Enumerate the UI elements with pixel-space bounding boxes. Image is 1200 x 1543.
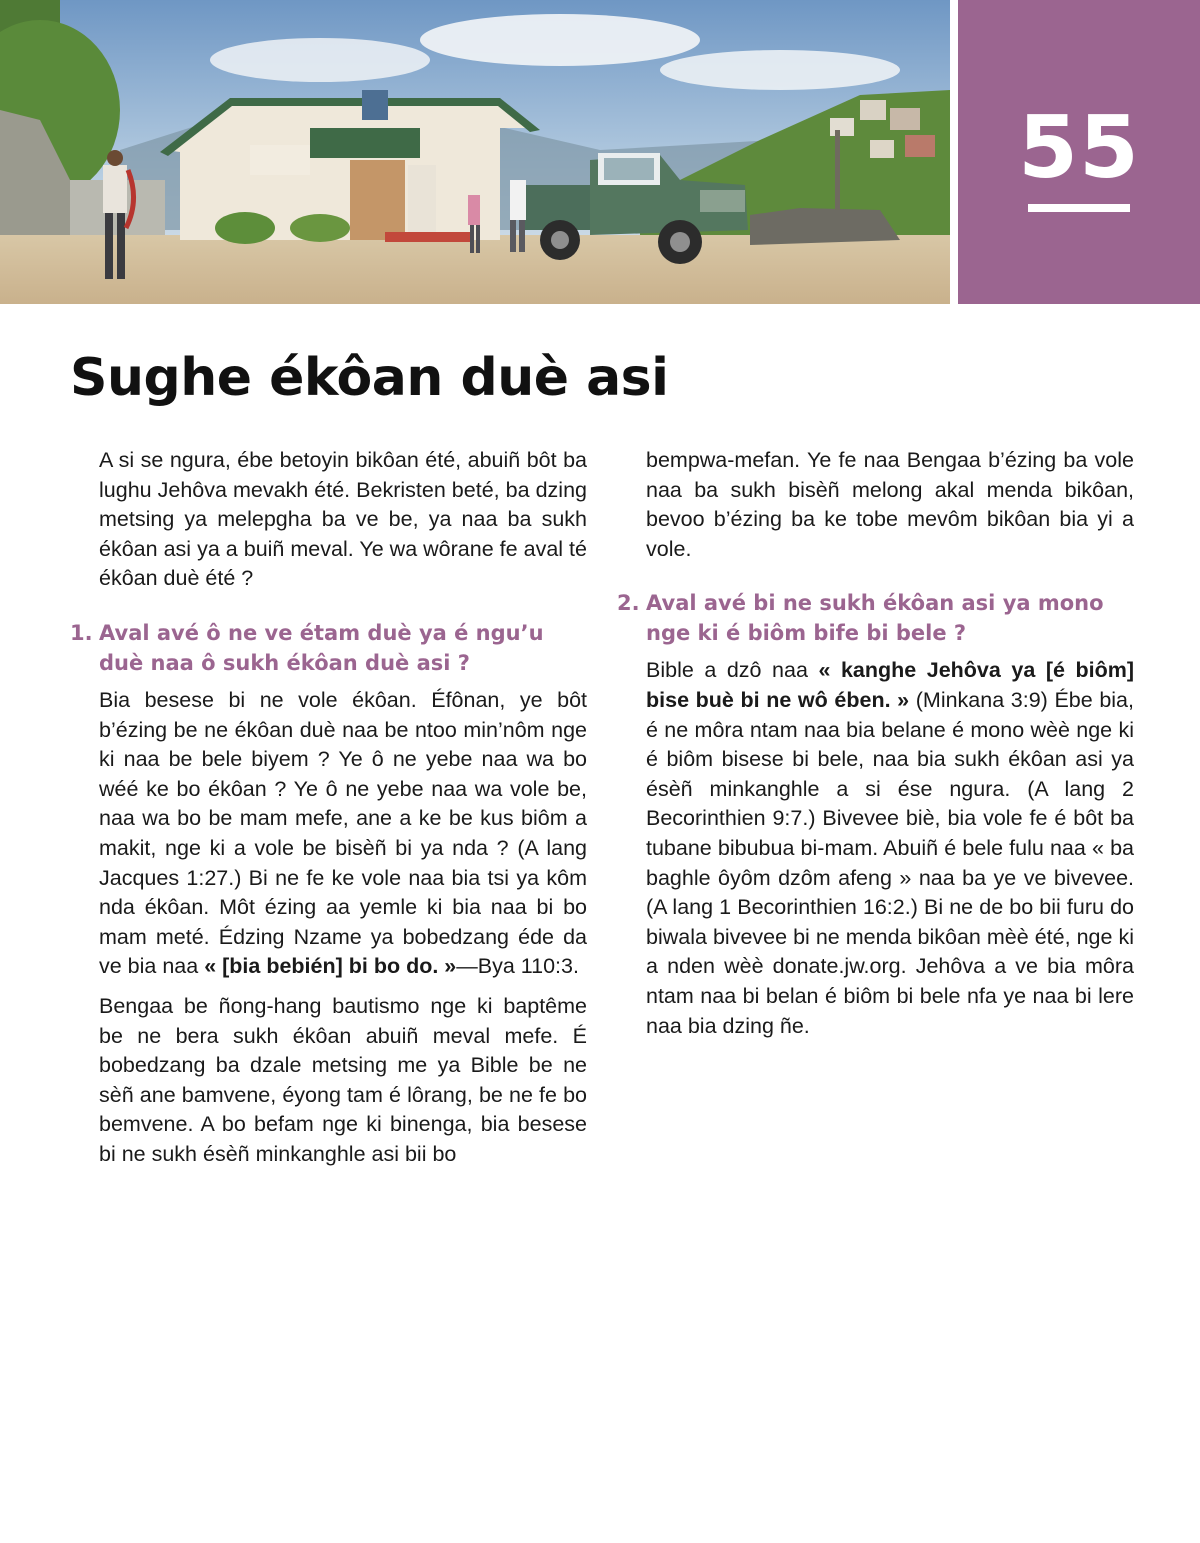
paragraph-1-reference: —Bya 110:3. [456, 954, 579, 979]
paragraph-1 [99, 686, 587, 982]
question-2-text: Aval avé bi ne sukh ékôan asi ya mono nge ki é biôm bife bi bele ? [646, 591, 1104, 646]
paragraph-1-quote: « [bia bebién] bi bo do. » [204, 954, 457, 979]
paragraph-3-before: Bible a dzô naa [646, 658, 819, 683]
kingdom-hall-photo [0, 0, 950, 304]
question-1-text: Aval avé ô ne ve étam duè ya é ngu’u duè naa ô sukh ékôan duè asi ? [99, 620, 544, 675]
right-column [617, 446, 1134, 1051]
paragraph-1-text: Bia besese bi ne vole ékôan. Éfônan, ye bôt b’ézing be ne ékôan duè naa be ntoo min’nôm nge ki naa be bele biyem ? Ye ô ne yebe naa wa bo wéé ke bo ékôan ? Ye ô ne yebe naa wa vole be, naa wa bo be mam mefe, ane a ke be kus biôm a makit, nge ki a vole be bisèñ bi ya nda ? (A lang Jacques 1:27.) Bi ne fe ke vole naa bia tsi ya kôm nda ékôan. Môt ézing aa yemle ki bia naa bi bo mam meté. Édzing Nzame ya bobedzang éde da ve bia naa [99, 687, 587, 979]
question-2 [617, 588, 1134, 648]
header-photo [0, 0, 950, 304]
paragraph-3 [646, 656, 1134, 1041]
question-1 [70, 618, 587, 678]
paragraph-3-quote: « kanghe Jehôva ya [é biôm] bise buè bi ne wô ében. » [646, 658, 1134, 712]
left-column [70, 446, 587, 1179]
lesson-number: 55 [1018, 98, 1140, 198]
question-1-number: 1. [70, 620, 93, 645]
lesson-number-underline [1028, 204, 1130, 212]
paragraph-2: Bengaa be ñong-hang bautismo nge ki baptême be ne bera sukh ékôan abuiñ meval mefe. É bobedzang ba dzale metsing me ya Bible be ne sèñ ane bamvene, éyong tam é lôrang, be ne fe bo bemvene. A bo befam nge ki binenga, bia besese bi ne sukh ésèñ minkanghle asi bii bo [99, 993, 587, 1166]
paragraph-3-after: (Minkana 3:9) Ébe bia, é ne môra ntam naa bia belane é mono wèè nge ki é biôm bisese bi bele, naa bia sukh ékôan asi ya ésèñ minkanghle a si ése ngura. (A lang 2 Becorinthien 9:7.) Bivevee biè, bia vole fe é bôt ba tubane bibubua bi-mam. Abuiñ é bele fulu naa « ba baghle ôyôm dzôm afeng » naa ba ye ve bivevee. (A lang 1 Becorinthien 16:2.) Bi ne de bo bii furu do biwala bivevee bi ne menda bikôan mèè été, nge ki a nden wèè donate.jw.org. Jehôva a ve bia môra ntam naa bi belan é biôm bi bele nfa ye naa bi lere naa bia dzing ñe. [646, 687, 1134, 1038]
paragraph-2-continued: bempwa-mefan. Ye fe naa Bengaa b’ézing ba vole naa ba sukh bisèñ melong akal menda bikôan, bevoo b’ézing ba ke tobe mevôm bikôan bia yi a vole. [646, 448, 1134, 561]
question-2-number: 2. [617, 591, 640, 616]
intro-paragraph: A si se ngura, ébe betoyin bikôan été, abuiñ bôt ba lughu Jehôva mevakh été. Bekristen beté, ba dzing metsing ya melepgha ba ve be, ya naa ba sukh ékôan asi ya a buiñ meval. Ye wa wôrane fe aval té ékôan duè été ? [99, 448, 587, 591]
page-title: Sughe ékôan duè asi [70, 348, 669, 408]
lesson-number-box [958, 0, 1200, 304]
